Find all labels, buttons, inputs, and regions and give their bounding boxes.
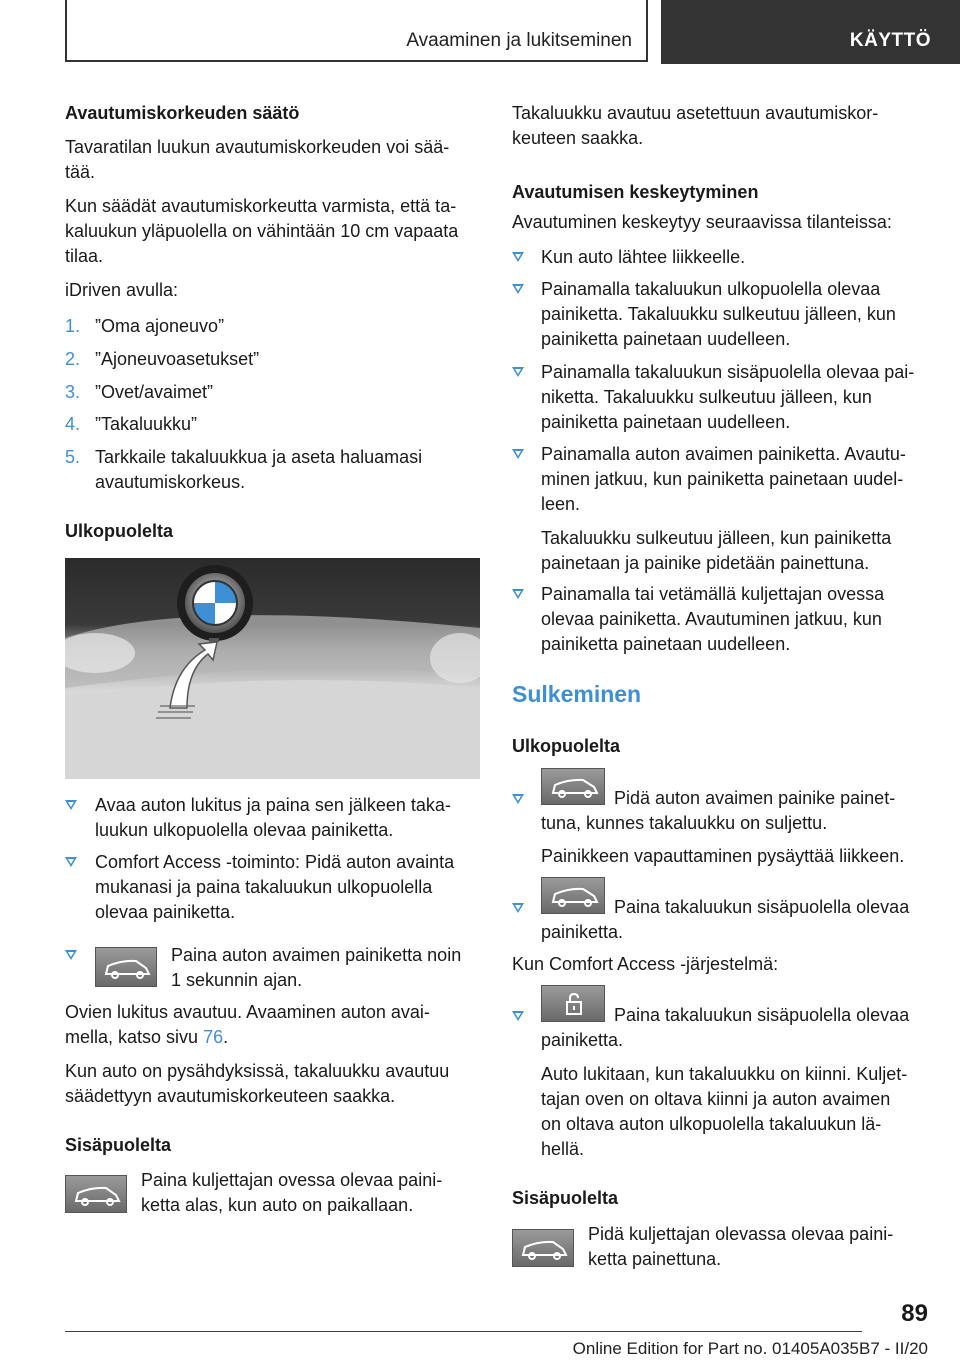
bullet-text: Painamalla tai vetämällä kuljettajan ovessa [541,584,885,604]
bullet-triangle-icon [512,252,524,262]
bullet-subtext: Painikkeen vapauttaminen pysäyttää liikkeen. [541,846,905,866]
step-number: 2. [65,349,81,369]
section-tab [65,0,648,62]
step-number: 1. [65,316,81,336]
car-tailgate-button-icon [512,1229,574,1267]
bullet-subtext: painetaan ja painike pidetään painettuna. [541,553,870,573]
bullet-text: Kun auto lähtee liikkeelle. [541,247,746,267]
bullet-subtext: Auto lukitaan, kun takaluukku on kiinni. Kuljet- [541,1064,908,1084]
text-line: Kun Comfort Access -järjestelmä: [512,954,779,974]
step-number: 3. [65,382,81,402]
bullet-text: Avaa auton lukitus ja paina sen jälkeen taka- [95,795,451,815]
tailgate-photo [65,558,480,779]
bullet-text: leen. [541,494,581,514]
bullet-subtext: tajan oven on oltava kiinni ja auton avaimen [541,1089,891,1109]
chapter-tab [661,0,960,64]
car-tailgate-button-icon [541,768,605,805]
text-line: Ovien lukitus avautuu. Avaaminen auton avai- [65,1002,430,1022]
car-tailgate-button-icon [541,877,605,914]
bullet-text: Painamalla takaluukun ulkopuolella olevaa [541,279,881,299]
step-number: 4. [65,414,81,434]
bullet-text: Paina takaluukun sisäpuolella olevaa [614,897,910,917]
bullet-triangle-icon [512,903,524,913]
text-line-with-link [65,1025,228,1050]
step-number: 5. [65,447,81,467]
bullet-text: olevaa painiketta. [95,902,236,922]
step-text: ”Ovet/avaimet” [95,382,214,402]
car-tailgate-button-icon [65,1175,127,1213]
text-fragment: mella, katso sivu [65,1027,204,1047]
bullet-text: Comfort Access -toiminto: Pidä auton avainta [95,852,455,872]
bullet-text: painiketta painetaan uudelleen. [541,412,791,432]
bullet-text: Paina auton avaimen painiketta noin [171,945,462,965]
heading-adjust: Avautumiskorkeuden säätö [65,103,300,123]
text-line: kaluukun yläpuolella on vähintään 10 cm vapaata [65,221,459,241]
text-line: Tavaratilan luukun avautumiskorkeuden voi sää- [65,137,450,157]
bullet-text: mukanasi ja paina takaluukun ulkopuolella [95,877,433,897]
section-title: Avaaminen ja lukitseminen [406,30,632,51]
bullet-text: minen jatkuu, kun painiketta painetaan uudel- [541,469,904,489]
heading-outside: Ulkopuolelta [65,521,174,541]
bullet-subtext: on oltava auton ulkopuolella takaluukun lä- [541,1114,882,1134]
bullet-text: Paina takaluukun sisäpuolella olevaa [614,1005,910,1025]
bullet-text: painiketta. Takaluukku sulkeutuu jälleen, kun [541,304,896,324]
text-line: tää. [65,162,96,182]
bullet-text: luukun ulkopuolella olevaa painiketta. [95,820,394,840]
bullet-text: painiketta painetaan uudelleen. [541,329,791,349]
bullet-text: painiketta painetaan uudelleen. [541,634,791,654]
step-text: avautumiskorkeus. [95,472,246,492]
step-text: ”Ajoneuvoasetukset” [95,349,260,369]
text-line: iDriven avulla: [65,280,179,300]
car-tailgate-button-icon [95,947,157,987]
bullet-triangle-icon [512,449,524,459]
text-line: Kun säädät avautumiskorkeutta varmista, että ta- [65,196,457,216]
text-line: ketta painettuna. [588,1249,722,1269]
text-line: Pidä kuljettajan olevassa olevaa paini- [588,1224,894,1244]
bullet-text: olevaa painiketta. Avautuminen jatkuu, kun [541,609,882,629]
bullet-triangle-icon [512,794,524,804]
bullet-triangle-icon [512,284,524,294]
step-text: ”Oma ajoneuvo” [95,316,225,336]
text-line: ketta alas, kun auto on paikallaan. [141,1195,414,1215]
bullet-text: Pidä auton avaimen painike painet- [614,788,896,808]
page-header [65,0,960,64]
bullet-text: tuna, kunnes takaluukku on suljettu. [541,813,828,833]
text-line: säädettyyn avautumiskorkeuteen saakka. [65,1086,396,1106]
heading-interrupt: Avautumisen keskeytyminen [512,182,759,202]
bullet-triangle-icon [65,857,77,867]
footer-edition: Online Edition for Part no. 01405A035B7 - II/20 [572,1339,928,1358]
heading-outside-right: Ulkopuolelta [512,736,621,756]
bullet-triangle-icon [65,950,77,960]
bullet-text: Painamalla auton avaimen painiketta. Avautu- [541,444,906,464]
footer-divider [65,1331,862,1332]
heading-closing: Sulkeminen [512,681,642,707]
text-fragment: . [223,1027,229,1047]
step-text: ”Takaluukku” [95,414,198,434]
text-line: tilaa. [65,246,104,266]
bullet-text: 1 sekunnin ajan. [171,970,303,990]
text-line: Kun auto on pysähdyksissä, takaluukku avautuu [65,1061,450,1081]
bullet-text: niketta. Takaluukku sulkeutuu jälleen, kun [541,387,872,407]
text-line: Takaluukku avautuu asetettuun avautumiskor- [512,103,879,123]
bullet-triangle-icon [512,589,524,599]
bullet-text: painiketta. [541,922,624,942]
bullet-triangle-icon [65,800,77,810]
bullet-text: Painamalla takaluukun sisäpuolella olevaa pai- [541,362,915,382]
step-text: Tarkkaile takaluukkua ja aseta haluamasi [95,447,423,467]
bullet-text: painiketta. [541,1030,624,1050]
text-line: Paina kuljettajan ovessa olevaa paini- [141,1170,443,1190]
bullet-triangle-icon [512,1011,524,1021]
text-line: Avautuminen keskeytyy seuraavissa tilanteissa: [512,212,892,232]
tailgate-illustration [65,558,480,779]
bullet-triangle-icon [512,367,524,377]
lock-button-icon [541,985,605,1022]
page-link[interactable]: 76 [203,1027,224,1047]
heading-inside-right: Sisäpuolelta [512,1188,619,1208]
page-number: 89 [901,1300,928,1327]
bullet-subtext: Takaluukku sulkeutuu jälleen, kun painiketta [541,528,892,548]
heading-inside: Sisäpuolelta [65,1135,172,1155]
chapter-title: KÄYTTÖ [849,30,931,51]
bullet-subtext: hellä. [541,1139,585,1159]
text-line: keuteen saakka. [512,128,644,148]
